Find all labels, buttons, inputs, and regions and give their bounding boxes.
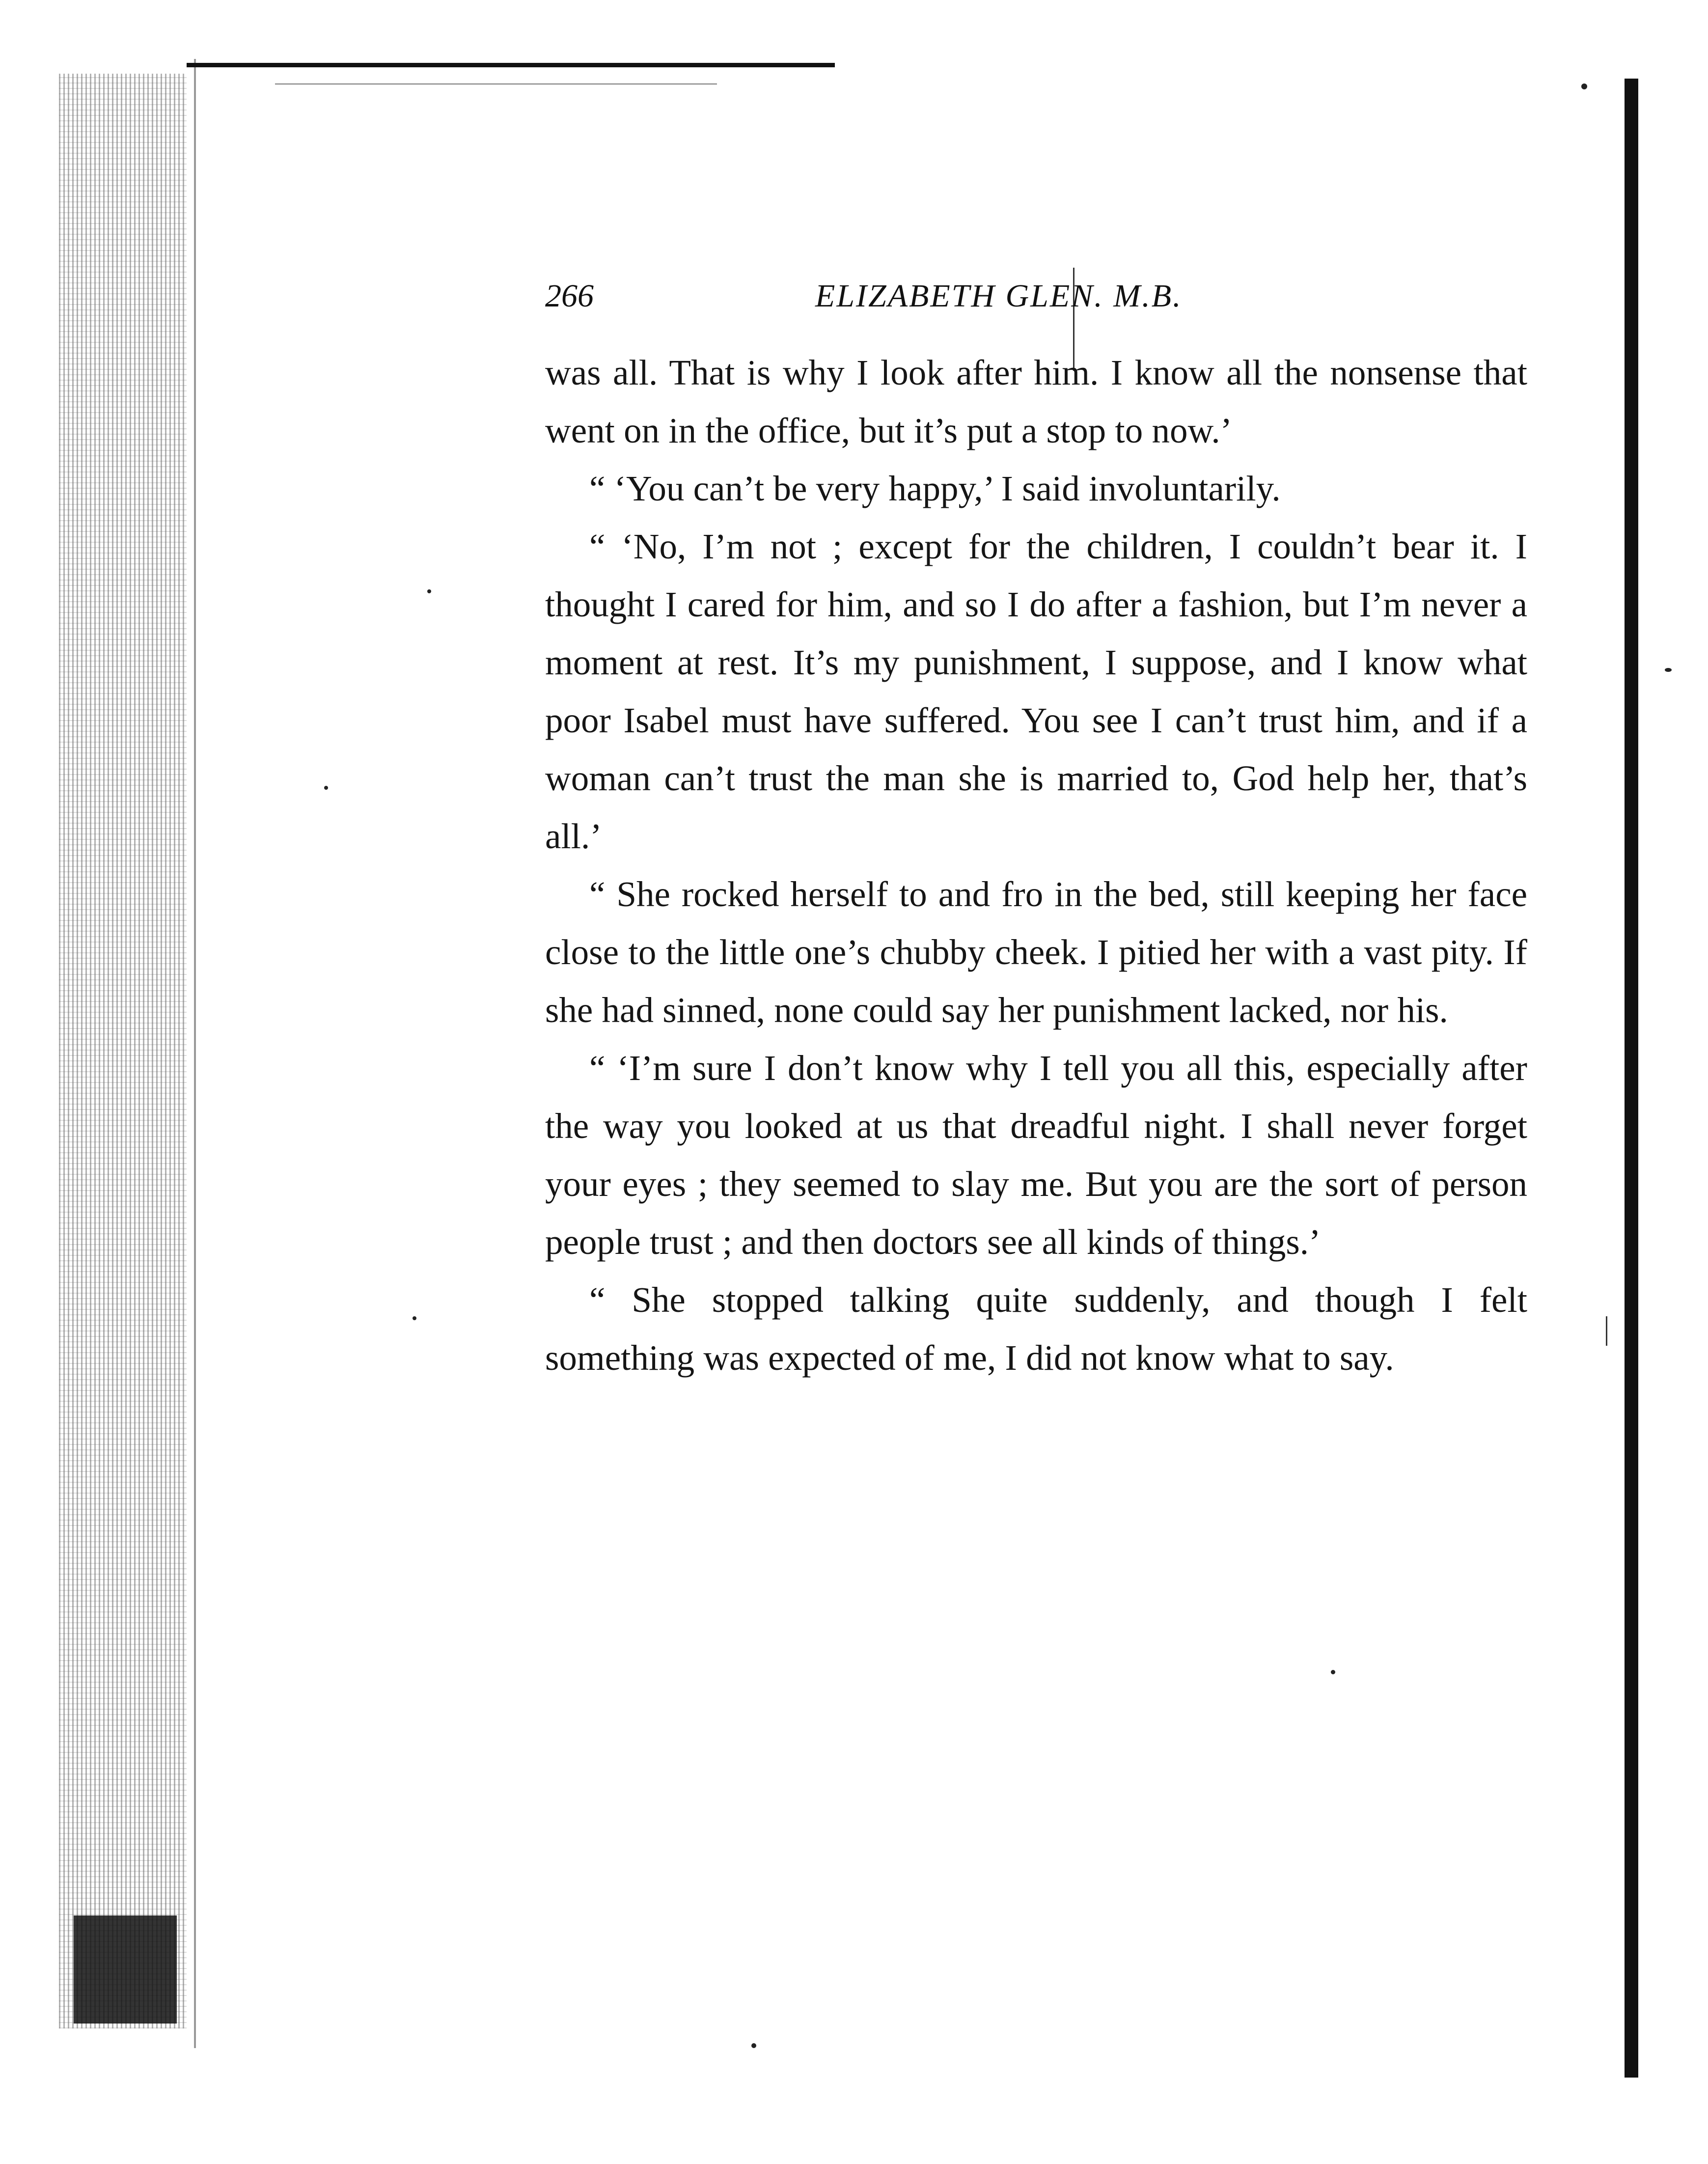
paragraph: “ She stopped talking quite suddenly, and though I felt something was expected of me, I did not know what to say. [545, 1280, 1527, 1378]
top-rule-thin [275, 83, 717, 84]
scan-speck [1331, 1670, 1335, 1674]
paragraph: “ ‘I’m sure I don’t know why I tell you all this, especially after the way you looked at us that dreadful night. I shall never forget your eyes ; they seemed to slay me. But you are the sort of person people trust ; and then doctors see all kinds of things.’ [545, 1048, 1527, 1262]
scan-mark [1606, 1316, 1607, 1346]
right-margin-bar [1625, 79, 1638, 2078]
gutter-shadow [74, 1915, 177, 2024]
scan-speck [1581, 83, 1587, 89]
binding-gutter [59, 74, 187, 2028]
paragraph: “ She rocked herself to and fro in the bed, still keeping her face close to the little one’s chubby cheek. I pitied her with a vast pity. If she had sinned, none could say her punishment lacked, nor his. [545, 874, 1527, 1030]
scan-speck [751, 2043, 756, 2048]
scan-speck [324, 786, 328, 790]
paragraph: was all. That is why I look after him. I know all the nonsense that went on in the office, but it’s put a stop to now.’ [545, 353, 1527, 450]
scan-speck [413, 1316, 416, 1320]
top-rule [187, 63, 835, 67]
body-text [545, 344, 1527, 1387]
paragraph: “ ‘You can’t be very happy,’ I said involuntarily. [589, 469, 1281, 508]
paragraph: “ ‘No, I’m not ; except for the children, I couldn’t bear it. I thought I cared for him, and so I do after a fashion, but I’m never a moment at rest. It’s my punishment, I suppose, and I know what poor Isabel must have suffered. You see I can’t trust him, and if a woman can’t trust the man she is married to, God help her, that’s all.’ [545, 527, 1527, 856]
running-title: ELIZABETH GLEN. M.B. [815, 278, 1183, 314]
scan-speck [427, 589, 431, 593]
page-number: 266 [545, 278, 594, 314]
running-head [545, 277, 1355, 351]
scan-speck [1665, 668, 1672, 672]
gutter-edge-line [194, 59, 196, 2048]
